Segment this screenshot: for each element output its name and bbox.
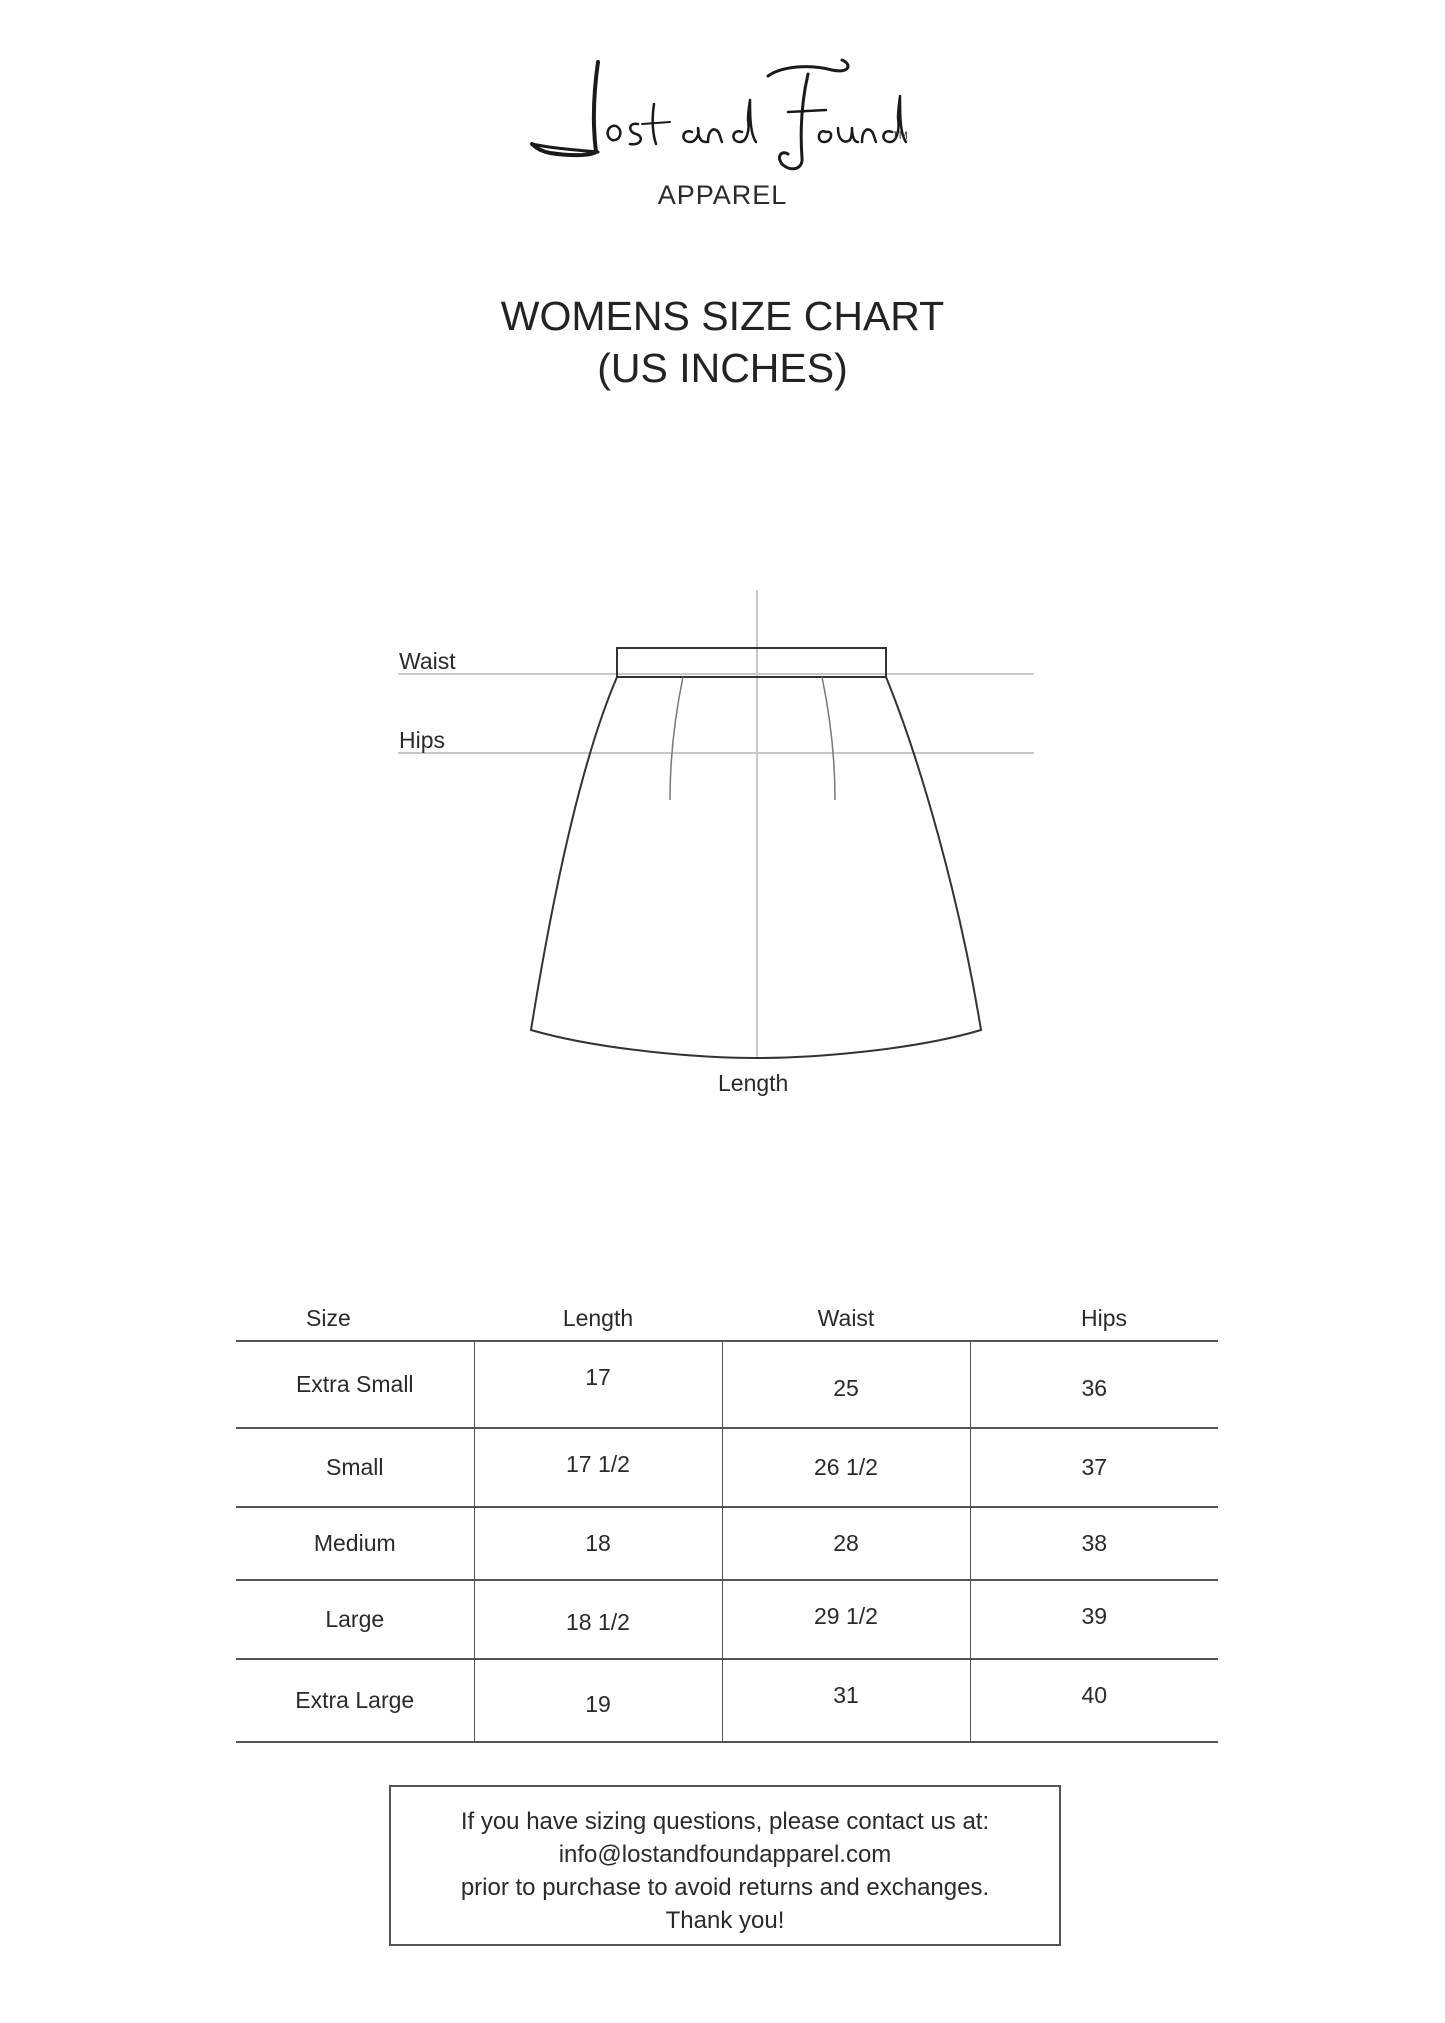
cell-hips: 40 [970,1659,1218,1742]
header-size: Size [236,1296,474,1341]
cell-hips: 37 [970,1428,1218,1507]
contact-notice-box [389,1785,1061,1946]
skirt-waistband [617,648,886,677]
waist-label: Waist [399,648,456,674]
title-line-2: (US INCHES) [597,345,848,391]
contact-line-4: Thank you! [665,1907,785,1934]
table-header-row [236,1296,1218,1341]
table-row [236,1580,1218,1659]
header-length: Length [474,1296,722,1341]
table-row [236,1507,1218,1580]
cell-hips: 36 [970,1341,1218,1428]
hips-label: Hips [399,727,446,753]
brand-subtitle: APPAREL [657,180,788,210]
trademark-mark: TM [892,130,908,142]
cell-waist: 29 1/2 [722,1580,970,1659]
header-hips: Hips [970,1296,1218,1341]
cell-size: Medium [236,1507,474,1580]
cell-length: 17 1/2 [474,1428,722,1507]
table-row [236,1341,1218,1428]
cell-hips: 39 [970,1580,1218,1659]
cell-size: Extra Large [236,1659,474,1742]
skirt-dart-left [670,677,683,800]
length-label: Length [718,1070,789,1096]
cell-length: 18 [474,1507,722,1580]
contact-email: info@lostandfoundapparel.com [558,1841,892,1868]
cell-hips: 38 [970,1507,1218,1580]
cell-waist: 28 [722,1507,970,1580]
header-waist: Waist [722,1296,970,1341]
cell-length: 19 [474,1659,722,1742]
size-chart-table [236,1296,1218,1743]
table-row [236,1659,1218,1742]
skirt-dart-right [822,677,835,800]
contact-line-1: If you have sizing questions, please contact us at: [460,1808,990,1835]
cell-waist: 25 [722,1341,970,1428]
cell-waist: 26 1/2 [722,1428,970,1507]
cell-size: Small [236,1428,474,1507]
contact-line-3: prior to purchase to avoid returns and exchanges. [460,1874,990,1901]
cell-length: 18 1/2 [474,1580,722,1659]
cell-size: Large [236,1580,474,1659]
table-row [236,1428,1218,1507]
cell-size: Extra Small [236,1341,474,1428]
cell-length: 17 [474,1341,722,1428]
title-line-1: WOMENS SIZE CHART [500,293,945,339]
cell-waist: 31 [722,1659,970,1742]
